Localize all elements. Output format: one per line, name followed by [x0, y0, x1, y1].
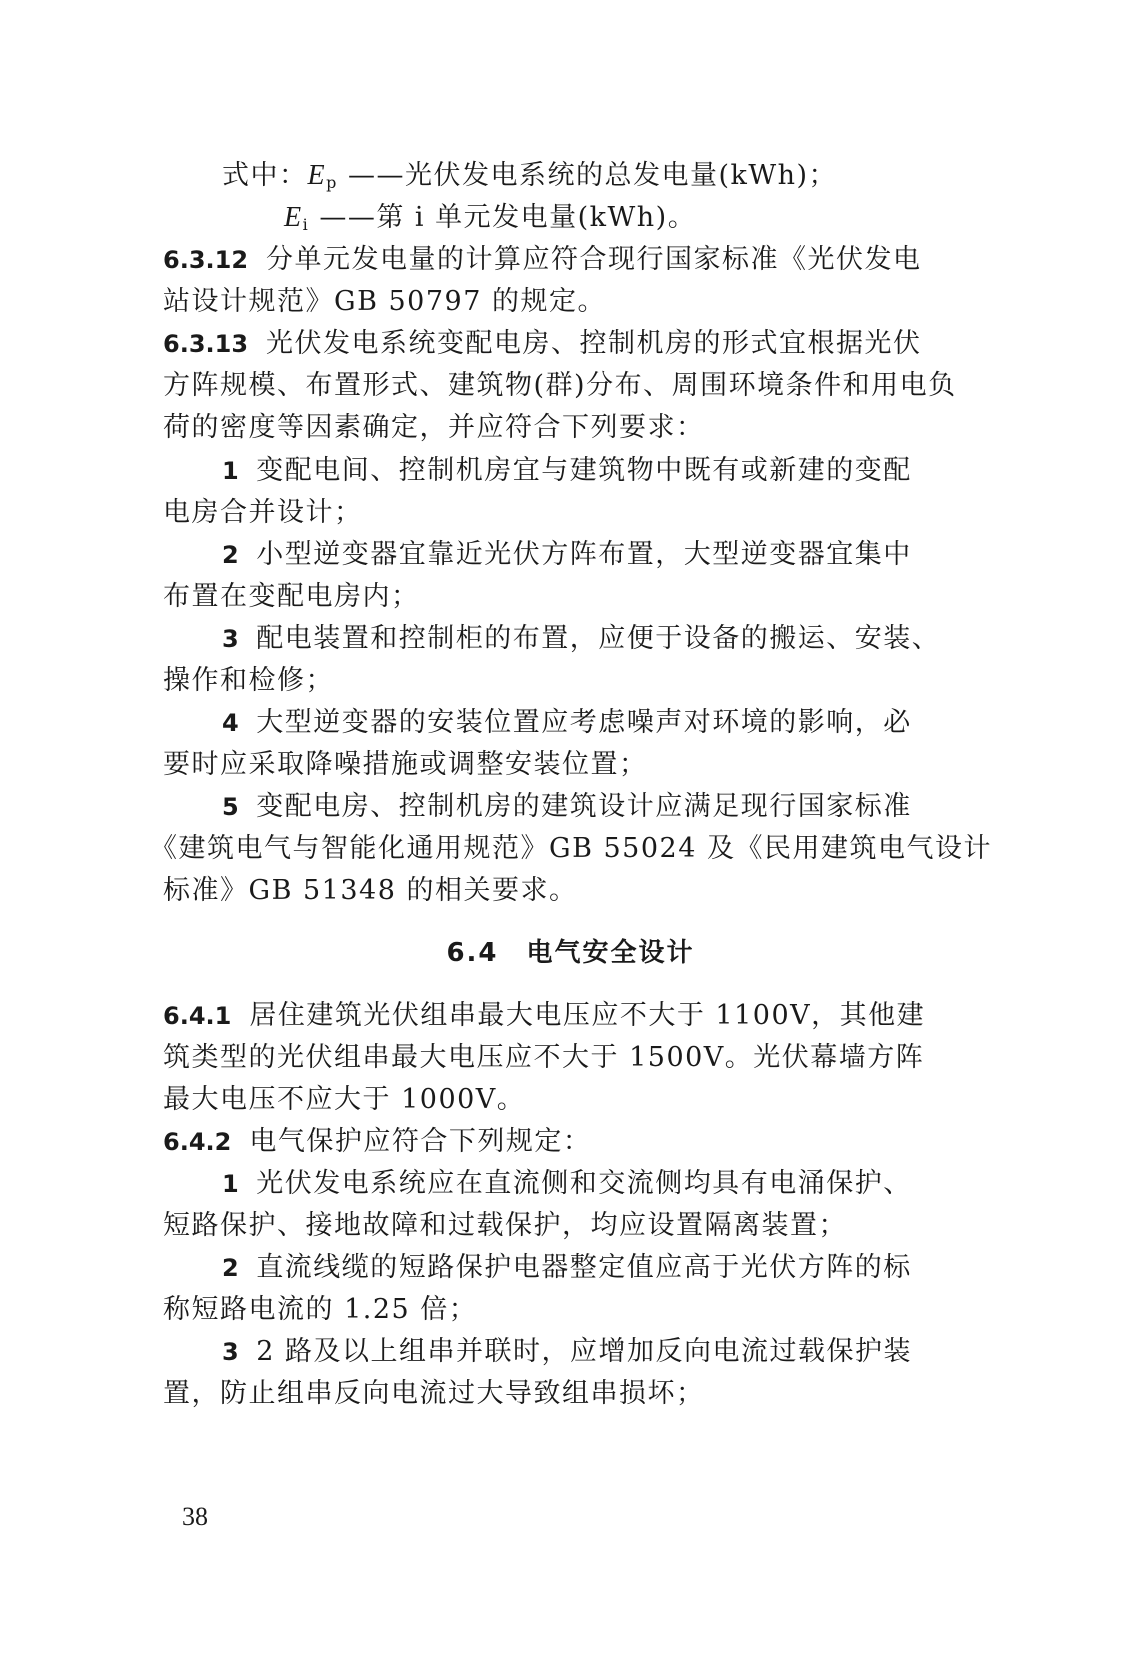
list-item-3-line-1 [222, 1330, 1042, 1374]
item-text: 小型逆变器宜靠近光伏方阵布置，大型逆变器宜集中 [256, 539, 912, 570]
item-text: 短路保护、接地故障和过载保护，均应设置隔离装置； [163, 1210, 847, 1241]
ei-subscript: i [302, 215, 310, 234]
clause-number: 6.4.2 [163, 1128, 232, 1156]
clause-text: 光伏发电系统变配电房、控制机房的形式宜根据光伏 [266, 328, 922, 359]
list-item-5-line-1 [222, 785, 1042, 829]
list-item-1-line-2 [163, 491, 983, 535]
ep-description: ——光伏发电系统的总发电量(kWh)； [347, 160, 838, 191]
item-text: 操作和检修； [163, 665, 334, 696]
item-text: 《建筑电气与智能化通用规范》GB 55024 及《民用建筑电气设计 [150, 833, 992, 864]
item-text: 大型逆变器的安装位置应考虑噪声对环境的影响，必 [256, 707, 912, 738]
formula-prefix: 式中： [222, 160, 308, 191]
list-item-3-line-2 [163, 1372, 983, 1416]
list-item-3-line-1 [222, 617, 1042, 661]
item-text: 光伏发电系统应在直流侧和交流侧均具有电涌保护、 [256, 1168, 912, 1199]
clause-6-3-13-line-1 [163, 322, 983, 366]
clause-text: 荷的密度等因素确定，并应符合下列要求： [163, 412, 705, 443]
item-number: 3 [222, 625, 241, 653]
clause-6-3-13-line-2 [163, 364, 983, 408]
clause-6-4-1-line-2 [163, 1036, 983, 1080]
item-number: 2 [222, 1254, 241, 1282]
page-number: 38 [182, 1502, 208, 1531]
item-text: 置，防止组串反向电流过大导致组串损坏； [163, 1378, 705, 1409]
list-item-2-line-1 [222, 533, 1042, 577]
list-item-3-line-2 [163, 659, 983, 703]
item-number: 2 [222, 541, 241, 569]
list-item-1-line-1 [222, 1162, 1042, 1206]
clause-6-4-1-line-3 [163, 1078, 983, 1122]
clause-text: 站设计规范》GB 50797 的规定。 [163, 286, 606, 317]
section-heading [0, 931, 1141, 975]
ei-symbol: E [284, 202, 303, 233]
item-number: 4 [222, 709, 241, 737]
clause-text: 最大电压不应大于 1000V。 [163, 1084, 526, 1115]
item-number: 1 [222, 1170, 241, 1198]
item-number: 3 [222, 1338, 241, 1366]
item-text: 电房合并设计； [163, 497, 363, 528]
list-item-4-line-2 [163, 743, 983, 787]
item-number: 1 [222, 457, 241, 485]
item-text: 要时应采取降噪措施或调整安装位置； [163, 749, 648, 780]
ep-symbol: E [307, 160, 327, 191]
item-text: 称短路电流的 1.25 倍； [163, 1294, 478, 1325]
clause-number: 6.3.12 [163, 246, 249, 274]
clause-number: 6.3.13 [163, 330, 249, 358]
item-text: 2 路及以上组串并联时，应增加反向电流过载保护装 [256, 1336, 912, 1367]
item-text: 配电装置和控制柜的布置，应便于设备的搬运、安装、 [256, 623, 941, 654]
clause-6-4-1-line-1 [163, 994, 983, 1038]
formula-ei-line [284, 196, 1104, 240]
list-item-4-line-1 [222, 701, 1042, 745]
list-item-5-line-3 [163, 869, 983, 913]
clause-text: 居住建筑光伏组串最大电压应不大于 1100V，其他建 [249, 1000, 926, 1031]
list-item-2-line-2 [163, 575, 983, 619]
list-item-1-line-2 [163, 1204, 983, 1248]
item-text: 变配电房、控制机房的建筑设计应满足现行国家标准 [256, 791, 912, 822]
item-text: 标准》GB 51348 的相关要求。 [163, 875, 578, 906]
item-text: 布置在变配电房内； [163, 581, 420, 612]
clause-6-4-2-line-1 [163, 1120, 983, 1164]
clause-text: 筑类型的光伏组串最大电压应不大于 1500V。光伏幕墙方阵 [163, 1042, 925, 1073]
list-item-1-line-1 [222, 449, 1042, 493]
clause-text: 方阵规模、布置形式、建筑物(群)分布、周围环境条件和用电负 [163, 370, 957, 401]
clause-text: 电气保护应符合下列规定： [249, 1126, 592, 1157]
section-title-text: 电气安全设计 [526, 938, 695, 968]
clause-6-3-12-line-2 [163, 280, 983, 324]
clause-number: 6.4.1 [163, 1002, 232, 1030]
clause-6-3-13-line-3 [163, 406, 983, 450]
list-item-5-line-2 [150, 827, 992, 871]
list-item-2-line-1 [222, 1246, 1042, 1290]
item-number: 5 [222, 793, 241, 821]
clause-text: 分单元发电量的计算应符合现行国家标准《光伏发电 [266, 244, 922, 275]
list-item-2-line-2 [163, 1288, 983, 1332]
item-text: 直流线缆的短路保护电器整定值应高于光伏方阵的标 [256, 1252, 912, 1283]
clause-6-3-12-line-1 [163, 238, 983, 282]
ep-subscript: p [326, 173, 338, 192]
item-text: 变配电间、控制机房宜与建筑物中既有或新建的变配 [256, 455, 912, 486]
formula-ep-line [222, 154, 1042, 198]
ei-description: ——第 i 单元发电量(kWh)。 [319, 202, 697, 233]
section-number: 6.4 [446, 938, 499, 968]
